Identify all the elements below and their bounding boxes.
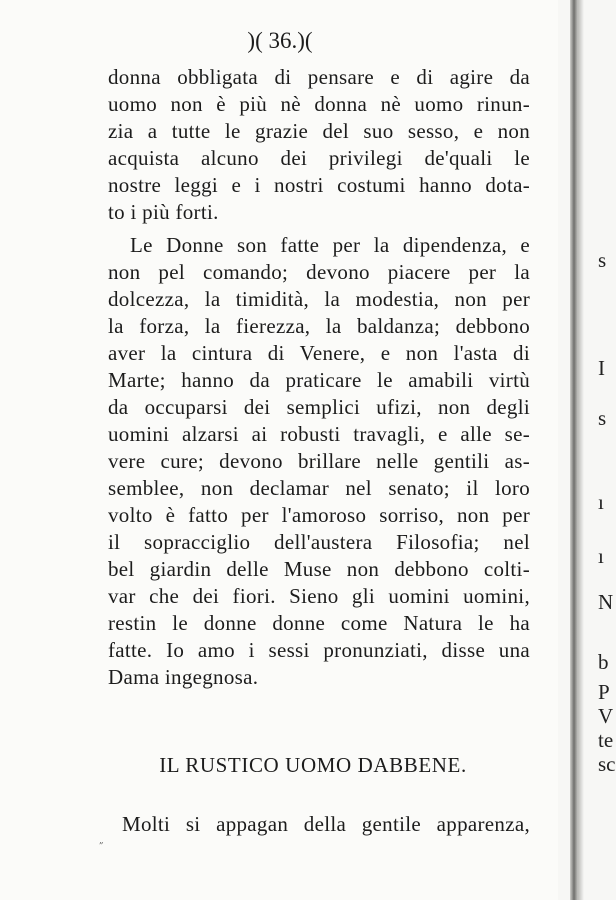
facing-page-letter: V (598, 704, 614, 728)
facing-page-letter: b (598, 650, 609, 674)
facing-page-letter: ı (598, 490, 604, 514)
text-line: fatte. Io amo i sessi pronunziati, disse una (108, 638, 530, 662)
text-line: bel giardin delle Muse non debbono colti- (108, 557, 530, 581)
facing-page-letter: sc (598, 752, 616, 776)
binding-shadow (578, 0, 584, 900)
text-line: la forza, la fierezza, la baldanza; debbono (108, 314, 530, 338)
text-line: uomini alzarsi ai robusti travagli, e alle se- (108, 422, 530, 446)
facing-page-letter: I (598, 356, 605, 380)
text-line: acquista alcuno dei privilegi de'quali le (108, 146, 530, 170)
text-line: Marte; hanno da praticare le amabili virtù (108, 368, 530, 392)
text-line: il sopracciglio dell'austera Filosofia; nel (108, 530, 530, 554)
binding-fold (570, 0, 578, 900)
facing-page-letter: P (598, 680, 610, 704)
text-line: donna obbligata di pensare e di agire da (108, 65, 530, 89)
page-number: )( 36.)( (247, 28, 313, 53)
text-line: dolcezza, la timidità, la modestia, non per (108, 287, 530, 311)
text-line: vere cure; devono brillare nelle gentili as- (108, 449, 530, 473)
section-title: IL RUSTICO UOMO DABBENE. (159, 753, 467, 777)
facing-page-letter: N (598, 590, 614, 614)
text-line: var che dei fiori. Sieno gli uomini uomini, (108, 584, 530, 608)
text-line: Le Donne son fatte per la dipendenza, e (130, 233, 530, 257)
text-line: volto è fatto per l'amoroso sorriso, non per (108, 503, 530, 527)
text-line: nostre leggi e i nostri costumi hanno dota- (108, 173, 530, 197)
text-line: aver la cintura di Venere, e non l'asta di (108, 341, 530, 365)
text-line: Dama ingegnosa. (108, 665, 259, 689)
facing-page-letter: s (598, 248, 607, 272)
margin-mark: „ (99, 836, 104, 846)
facing-page-letter: te (598, 728, 614, 752)
text-line: restin le donne donne come Natura le ha (108, 611, 530, 635)
text-line: uomo non è più nè donna nè uomo rinun- (108, 92, 530, 116)
text-line: zia a tutte le grazie del suo sesso, e non (108, 119, 530, 143)
text-line: non pel comando; devono piacere per la (108, 260, 530, 284)
section-first-line: Molti si appagan della gentile apparenza, (122, 812, 530, 836)
text-line: to i più forti. (108, 200, 219, 224)
text-line: semblee, non declamar nel senato; il loro (108, 476, 530, 500)
text-line: da occuparsi dei semplici ufizi, non degli (108, 395, 530, 419)
facing-page-letter: s (598, 406, 607, 430)
facing-page-letter: ı (598, 544, 604, 568)
